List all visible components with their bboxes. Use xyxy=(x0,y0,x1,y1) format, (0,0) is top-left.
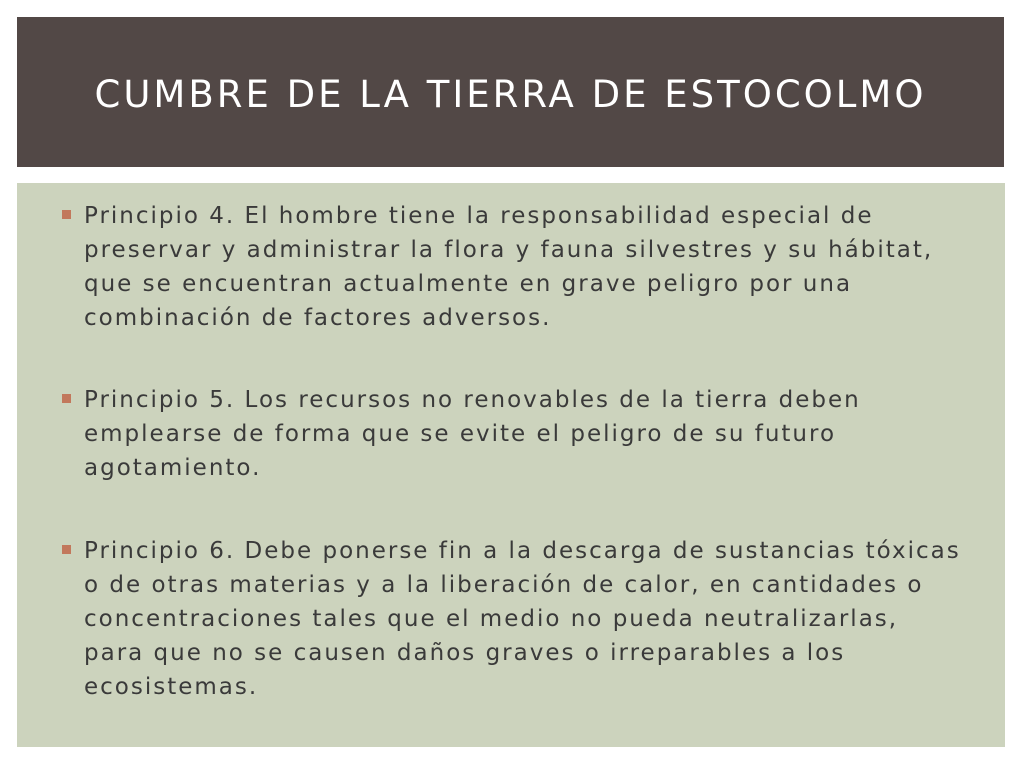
square-bullet-icon xyxy=(62,210,71,219)
square-bullet-icon xyxy=(62,394,71,403)
bullet-item-principio-6 xyxy=(62,534,962,704)
title-band xyxy=(17,17,1004,167)
content-panel xyxy=(17,183,1005,747)
slide-title: CUMBRE DE LA TIERRA DE ESTOCOLMO xyxy=(94,72,927,116)
bullet-text: Principio 5. Los recursos no renovables de la tierra deben emplearse de forma que se evite el peligro de su futuro agotamiento. xyxy=(84,387,861,481)
bullet-item-principio-4 xyxy=(62,199,962,335)
bullet-text: Principio 6. Debe ponerse fin a la descarga de sustancias tóxicas o de otras materias y a la liberación de calor, en cantidades o concentraciones tales que el medio no pueda neutralizarlas, para que no se causen daños graves o irreparables a los ecosistemas. xyxy=(84,538,961,700)
bullet-item-principio-5 xyxy=(62,383,962,485)
square-bullet-icon xyxy=(62,545,71,554)
bullet-text: Principio 4. El hombre tiene la responsabilidad especial de preservar y administrar la flora y fauna silvestres y su hábitat, que se encuentran actualmente en grave peligro por una combinación de factores adversos. xyxy=(84,203,934,331)
